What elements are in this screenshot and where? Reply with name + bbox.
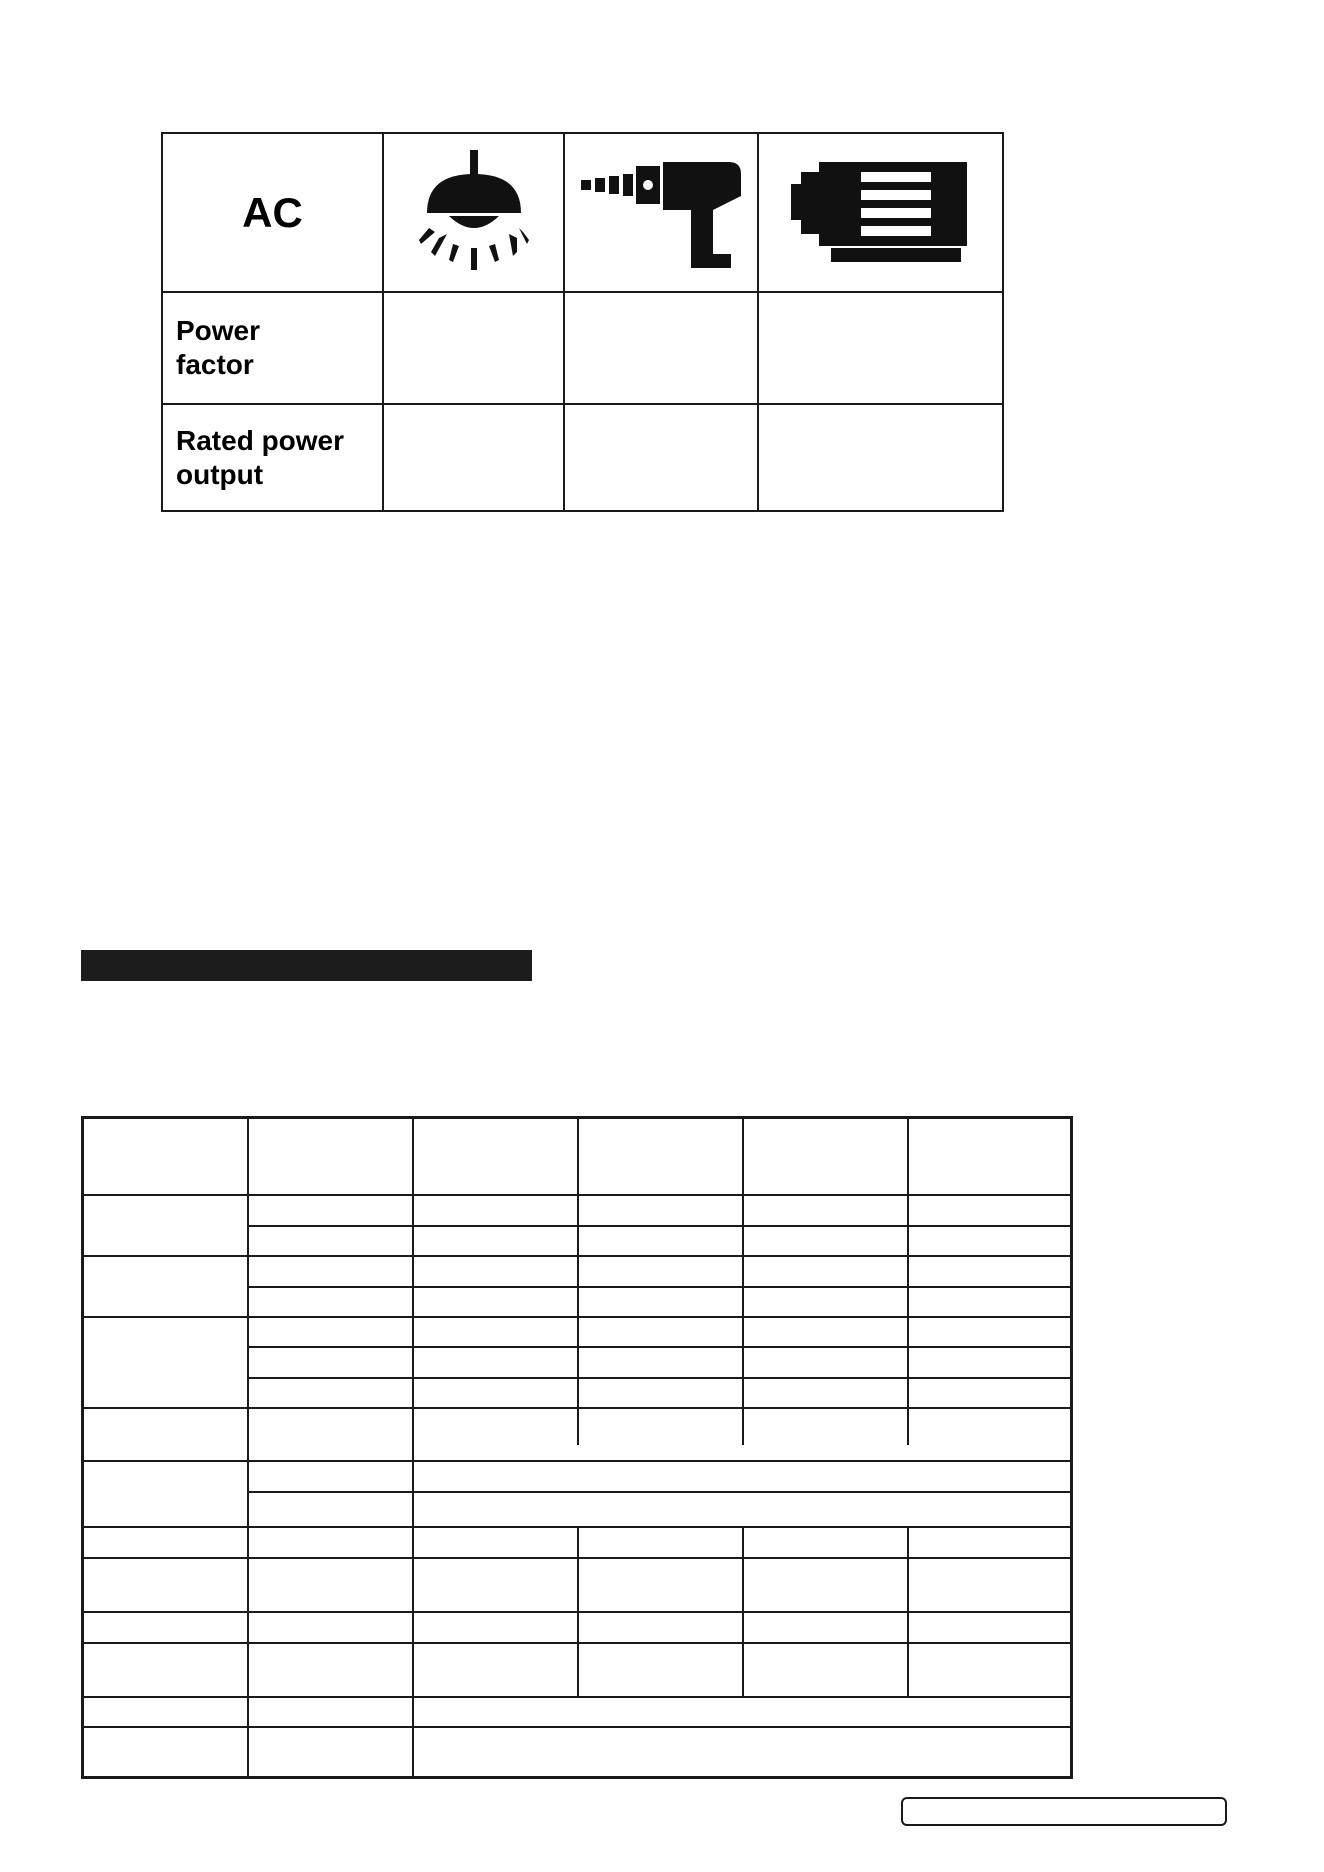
table-cell	[758, 404, 1003, 511]
section-heading-bar	[81, 950, 532, 981]
label-line: Rated power	[176, 424, 345, 456]
motor-cell	[758, 133, 1003, 292]
grid-line	[577, 1119, 579, 1445]
grid-line	[742, 1119, 744, 1445]
table-cell	[383, 404, 564, 511]
motor-icon	[791, 158, 971, 268]
grid-line	[247, 1346, 1073, 1348]
grid-line	[84, 1726, 1073, 1728]
row-label-rated-power-output	[162, 404, 383, 511]
grid-line	[84, 1460, 1073, 1462]
table-cell	[758, 292, 1003, 404]
grid-line	[247, 1225, 1073, 1227]
grid-line	[84, 1194, 1073, 1196]
grid-line	[907, 1119, 909, 1445]
lamp-cell	[383, 133, 564, 292]
grid-line	[84, 1696, 1073, 1698]
grid-line	[247, 1377, 1073, 1379]
table-cell	[383, 292, 564, 404]
table-cell	[564, 404, 758, 511]
grid-line	[412, 1119, 414, 1779]
lamp-icon	[419, 150, 529, 276]
grid-line	[84, 1611, 1073, 1613]
label-line: factor	[176, 349, 254, 380]
grid-line	[84, 1255, 1073, 1257]
row-label-power-factor	[162, 292, 383, 404]
label-line: output	[176, 458, 264, 490]
ac-title: AC	[162, 133, 383, 292]
drill-icon	[581, 158, 741, 268]
grid-line	[84, 1557, 1073, 1559]
label-line: Power	[176, 315, 261, 346]
grid-line	[84, 1316, 1073, 1318]
grid-line	[84, 1526, 1073, 1528]
grid-line	[84, 1642, 1073, 1644]
grid-line	[247, 1286, 1073, 1288]
page-number-box	[901, 1797, 1227, 1826]
grid-line	[84, 1407, 1073, 1409]
specification-table	[81, 1116, 1073, 1779]
grid-line	[247, 1491, 1073, 1493]
table-cell	[564, 292, 758, 404]
grid-line	[247, 1119, 249, 1779]
drill-cell	[564, 133, 758, 292]
ac-power-table	[161, 132, 1004, 512]
